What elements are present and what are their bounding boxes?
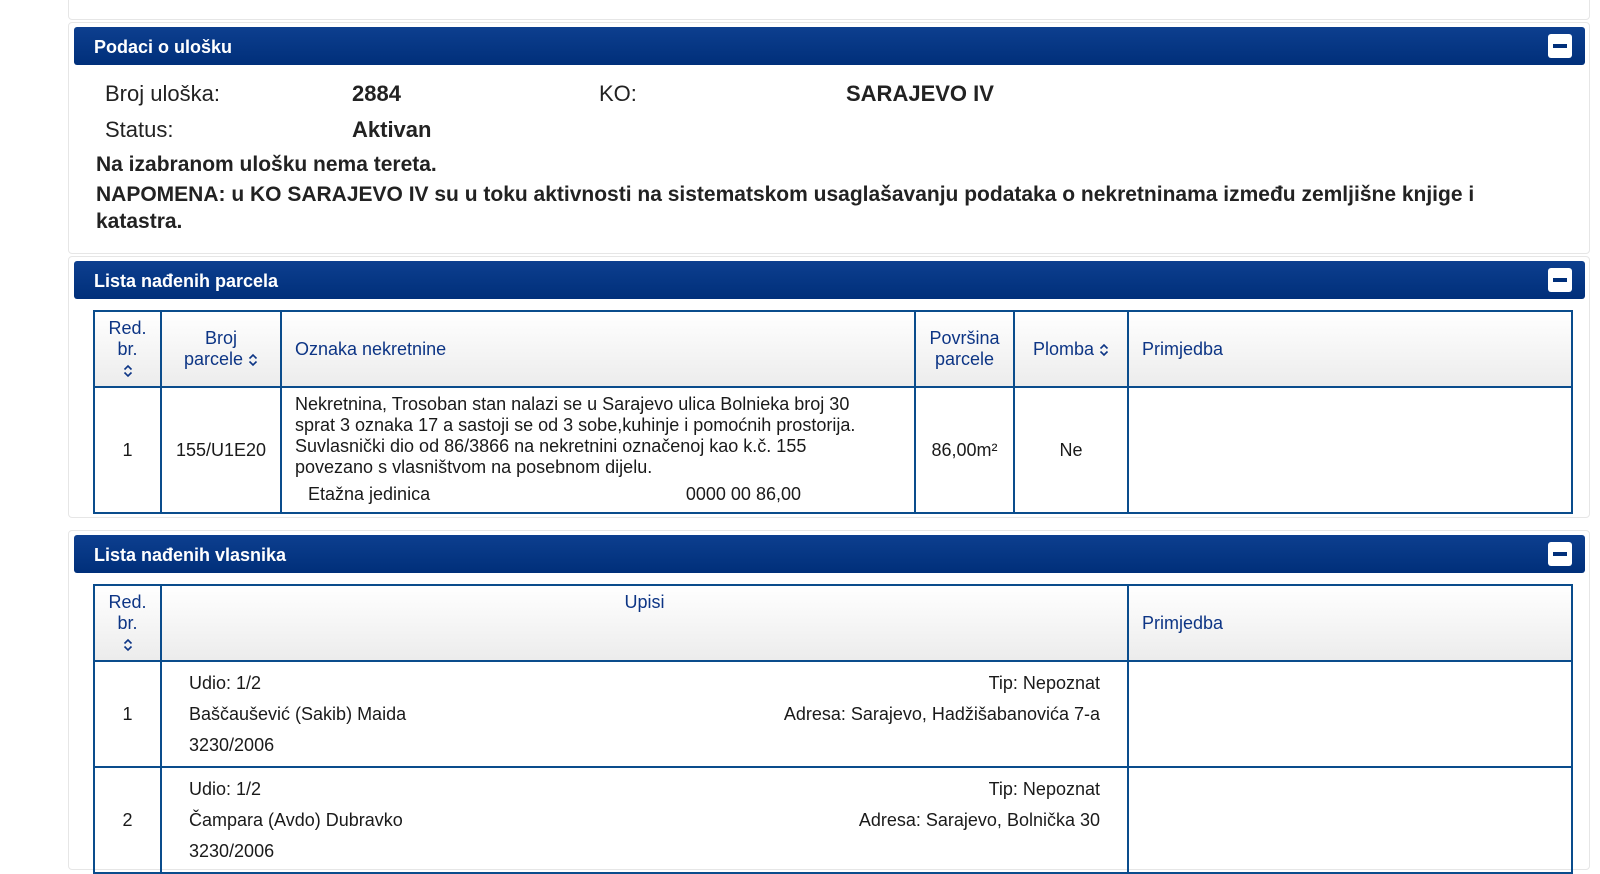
broj-uloska-label: Broj uloška: — [105, 81, 220, 106]
sort-icon[interactable] — [1099, 343, 1109, 357]
table-row — [94, 767, 1572, 873]
col-upisi-label: Upisi — [624, 592, 665, 612]
napomena-note: NAPOMENA: u KO SARAJEVO IV su u toku aktivnosti na sistematskom usaglašavanju podataka o nekretninama između zemljišne knjige i katastra. — [96, 183, 1475, 233]
owner-name: Baščaušević (Sakib) Maida — [189, 703, 407, 724]
broj-uloska-value: 2884 — [352, 81, 401, 106]
etazna-value: 0000 00 86,00 — [685, 484, 801, 504]
cell-broj-parcele: 155/U1E20 — [161, 387, 281, 513]
podaci-panel — [68, 22, 1590, 254]
col-upisi — [161, 585, 1128, 661]
owner-name: Čampara (Avdo) Dubravko — [189, 809, 403, 830]
oznaka-line: Nekretnina, Trosoban stan nalazi se u Sarajevo ulica Bolnieka broj 30 — [295, 394, 850, 414]
parcele-table — [93, 310, 1573, 514]
oznaka-line: povezano s vlasništvom na posebnom dijelu. — [295, 457, 653, 477]
table-row — [94, 387, 1572, 513]
podaci-panel-header[interactable] — [74, 27, 1585, 65]
cell-primjedba — [1128, 387, 1572, 513]
podaci-panel-title: Podaci o ulošku — [94, 37, 233, 57]
owner-tip: Tip: Nepoznat — [988, 778, 1100, 799]
col-oznaka — [281, 311, 915, 387]
owner-adresa: Adresa: Sarajevo, Hadžišabanovića 7-a — [783, 703, 1100, 724]
cell-primjedba — [1128, 661, 1572, 767]
oznaka-line: Suvlasnički dio od 86/3866 na nekretnini označenoj kao k.č. 155 — [295, 436, 807, 456]
owner-adresa: Adresa: Sarajevo, Bolnička 30 — [858, 809, 1100, 830]
cell-oznaka — [281, 387, 915, 513]
col-red-br-line2: br. — [117, 338, 138, 359]
collapse-podaci-button[interactable] — [1548, 34, 1572, 58]
col-povrsina-line2: parcele — [934, 349, 995, 369]
col-primjedba — [1128, 585, 1572, 661]
col-broj-parcele-line1: Broj — [204, 328, 237, 348]
etazna-row — [295, 482, 901, 506]
etazna-label: Etažna jedinica — [308, 484, 431, 504]
col-broj-parcele[interactable] — [161, 311, 281, 387]
vlasnici-panel-title: Lista nađenih vlasnika — [94, 545, 287, 565]
col-red-br-line1: Red. — [108, 317, 147, 338]
owner-tip: Tip: Nepoznat — [988, 672, 1100, 693]
vlasnici-panel-header[interactable] — [74, 535, 1585, 573]
cell-red-br: 1 — [94, 387, 161, 513]
cell-povrsina: 86,00m² — [915, 387, 1014, 513]
col-oznaka-label: Oznaka nekretnine — [295, 338, 447, 359]
parcele-panel-header[interactable] — [74, 261, 1585, 299]
col-red-br[interactable] — [94, 311, 161, 387]
col-primjedba-label: Primjedba — [1142, 338, 1224, 359]
collapse-parcele-button[interactable] — [1548, 268, 1572, 292]
vlasnici-panel — [68, 530, 1590, 870]
tereta-note: Na izabranom ulošku nema tereta. — [96, 153, 437, 176]
sort-icon[interactable] — [248, 353, 258, 367]
collapse-vlasnici-button[interactable] — [1548, 542, 1572, 566]
col-primjedba — [1128, 311, 1572, 387]
owner-broj: 3230/2006 — [189, 734, 275, 755]
cell-plomba: Ne — [1014, 387, 1128, 513]
cell-upisi — [161, 661, 1128, 767]
ko-value: SARAJEVO IV — [846, 81, 994, 106]
cell-red-br: 2 — [94, 767, 161, 873]
cell-red-br: 1 — [94, 661, 161, 767]
col-povrsina-line1: Površina — [929, 328, 1000, 348]
sort-icon[interactable] — [123, 638, 133, 652]
ko-label: KO: — [599, 81, 637, 106]
owner-udio: Udio: 1/2 — [189, 778, 262, 799]
col-broj-parcele-line2: parcele — [183, 349, 244, 369]
col-plomba-label: Plomba — [1032, 338, 1094, 359]
status-value: Aktivan — [352, 117, 432, 142]
previous-panel — [68, 0, 1590, 20]
status-label: Status: — [105, 117, 174, 142]
col-red-br-line2: br. — [117, 612, 138, 633]
col-plomba[interactable] — [1014, 311, 1128, 387]
col-red-br-line1: Red. — [108, 591, 147, 612]
oznaka-line: sprat 3 oznaka 17 a sastoji se od 3 sobe,kuhinje i pomoćnih prostorija. — [295, 415, 856, 435]
sort-icon[interactable] — [123, 364, 133, 378]
owner-broj: 3230/2006 — [189, 840, 275, 861]
parcele-panel-title: Lista nađenih parcela — [94, 271, 279, 291]
cell-upisi — [161, 767, 1128, 873]
vlasnici-table — [93, 584, 1573, 874]
col-red-br[interactable] — [94, 585, 161, 661]
col-povrsina — [915, 311, 1014, 387]
parcele-panel — [68, 256, 1590, 518]
table-row — [94, 661, 1572, 767]
col-primjedba-label: Primjedba — [1142, 612, 1224, 633]
cell-primjedba — [1128, 767, 1572, 873]
owner-udio: Udio: 1/2 — [189, 672, 262, 693]
